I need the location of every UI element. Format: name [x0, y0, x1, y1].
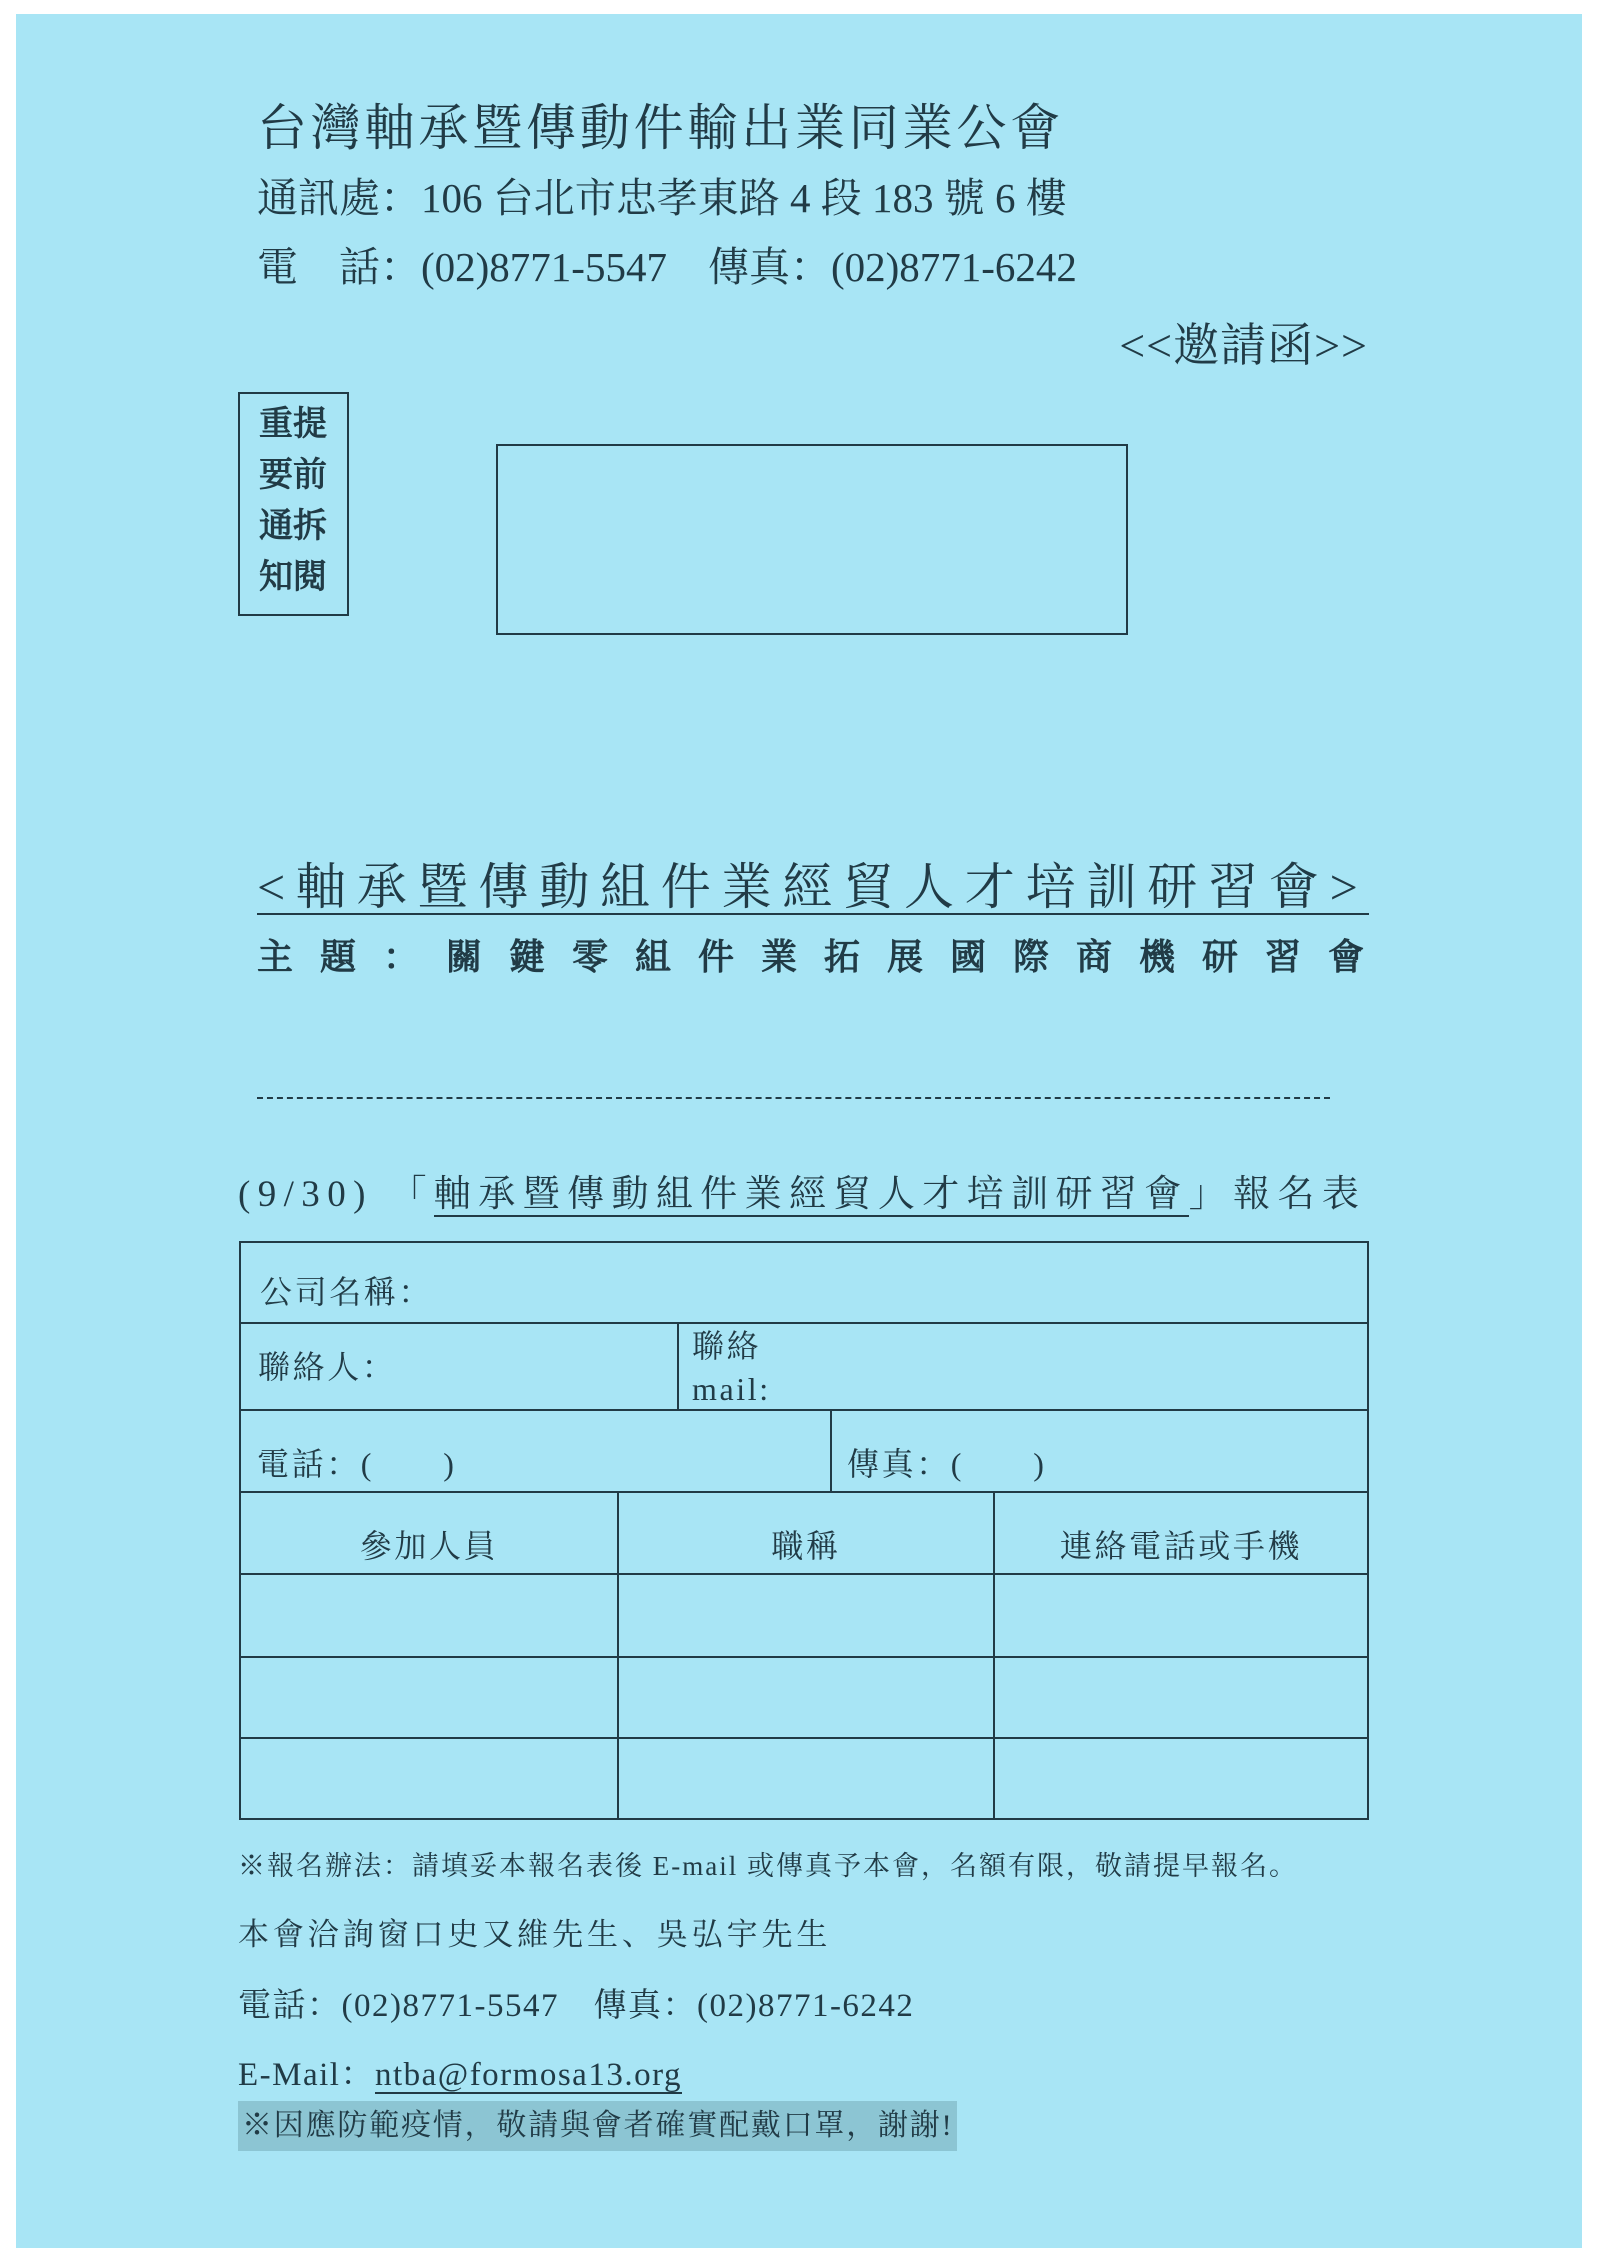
notice-stamp-line: 知閱	[259, 559, 327, 596]
contact-email-label-line1: 聯絡	[692, 1328, 762, 1364]
notice-stamp-line: 要前	[259, 457, 327, 494]
notice-stamp-line: 重提	[259, 406, 327, 443]
company-name-label: 公司名稱：	[260, 1274, 434, 1310]
contact-email-cell	[679, 1324, 1367, 1409]
notice-stamp-box	[238, 392, 349, 616]
contact-email-label-line2: mail:	[692, 1371, 771, 1407]
email-link[interactable]: ntba@formosa13.org	[374, 2057, 682, 2093]
phone-label: 電話：( )	[257, 1446, 457, 1482]
fax-label: 傳真：( )	[847, 1446, 1047, 1482]
registration-heading-event: 軸承暨傳動組件業經貿人才培訓研習會	[433, 1174, 1189, 1215]
company-row	[241, 1243, 1367, 1324]
attendee-title-cell	[619, 1739, 995, 1818]
covid-notice: ※因應防範疫情，敬請與會者確實配戴口罩，謝謝!	[238, 2101, 957, 2151]
document-type: <<邀請函>>	[1119, 320, 1368, 371]
contact-person-cell	[241, 1324, 679, 1409]
column-header-title: 職稱	[619, 1493, 995, 1573]
paper-sheet	[16, 14, 1582, 2248]
org-phone-fax: 電 話：(02)8771-5547 傳真：(02)8771-6242	[257, 244, 1077, 290]
event-theme: 主 題 ： 關 鍵 零 組 件 業 拓 展 國 際 商 機 研 習 會	[257, 937, 1374, 977]
attendee-name-cell	[241, 1575, 619, 1656]
contact-person-label: 聯絡人：	[258, 1348, 397, 1385]
attendee-phone-cell	[995, 1658, 1367, 1737]
registration-heading-prefix: (9/30) 「	[238, 1174, 434, 1215]
attendee-row	[241, 1575, 1367, 1658]
registration-heading-suffix: 」報名表	[1188, 1174, 1367, 1215]
attendee-phone-cell	[995, 1575, 1367, 1656]
notice-stamp-line: 通拆	[259, 508, 327, 545]
attendee-title-cell	[619, 1575, 995, 1656]
attendee-row	[241, 1658, 1367, 1739]
company-name-cell	[241, 1243, 1367, 1322]
attendee-name-cell	[241, 1739, 619, 1818]
event-title: <軸承暨傳動組件業經貿人才培訓研習會>	[257, 859, 1369, 915]
address-window-box	[496, 444, 1128, 635]
column-header-phone: 連絡電話或手機	[1059, 1528, 1303, 1564]
email-label: E-Mail：	[238, 2057, 375, 2093]
column-header-attendee: 參加人員	[241, 1493, 619, 1573]
attendee-name-cell	[241, 1658, 619, 1737]
registration-method-note: ※報名辦法：請填妥本報名表後 E-mail 或傳真予本會，名額有限，敬請提早報名。	[238, 1851, 1298, 1881]
attendee-row	[241, 1739, 1367, 1818]
attendee-title-cell	[619, 1658, 995, 1737]
phone-fax-row	[241, 1411, 1367, 1493]
attendee-header-row	[241, 1493, 1367, 1575]
contact-row	[241, 1324, 1367, 1411]
footer-email	[238, 2055, 682, 2095]
registration-form-table	[239, 1241, 1369, 1820]
registration-heading	[238, 1171, 1366, 1219]
phone-cell	[241, 1411, 832, 1491]
contact-window-text: 本會洽詢窗口史又維先生、吳弘宇先生	[238, 1917, 832, 1952]
org-address: 通訊處：106 台北市忠孝東路 4 段 183 號 6 樓	[257, 175, 1067, 221]
fax-cell	[832, 1411, 1367, 1491]
attendee-phone-cell	[995, 1739, 1367, 1818]
footer-phone-fax: 電話：(02)8771-5547 傳真：(02)8771-6242	[238, 1988, 915, 2024]
dashed-divider	[257, 1097, 1330, 1099]
org-name: 台灣軸承暨傳動件輸出業同業公會	[257, 100, 1064, 156]
